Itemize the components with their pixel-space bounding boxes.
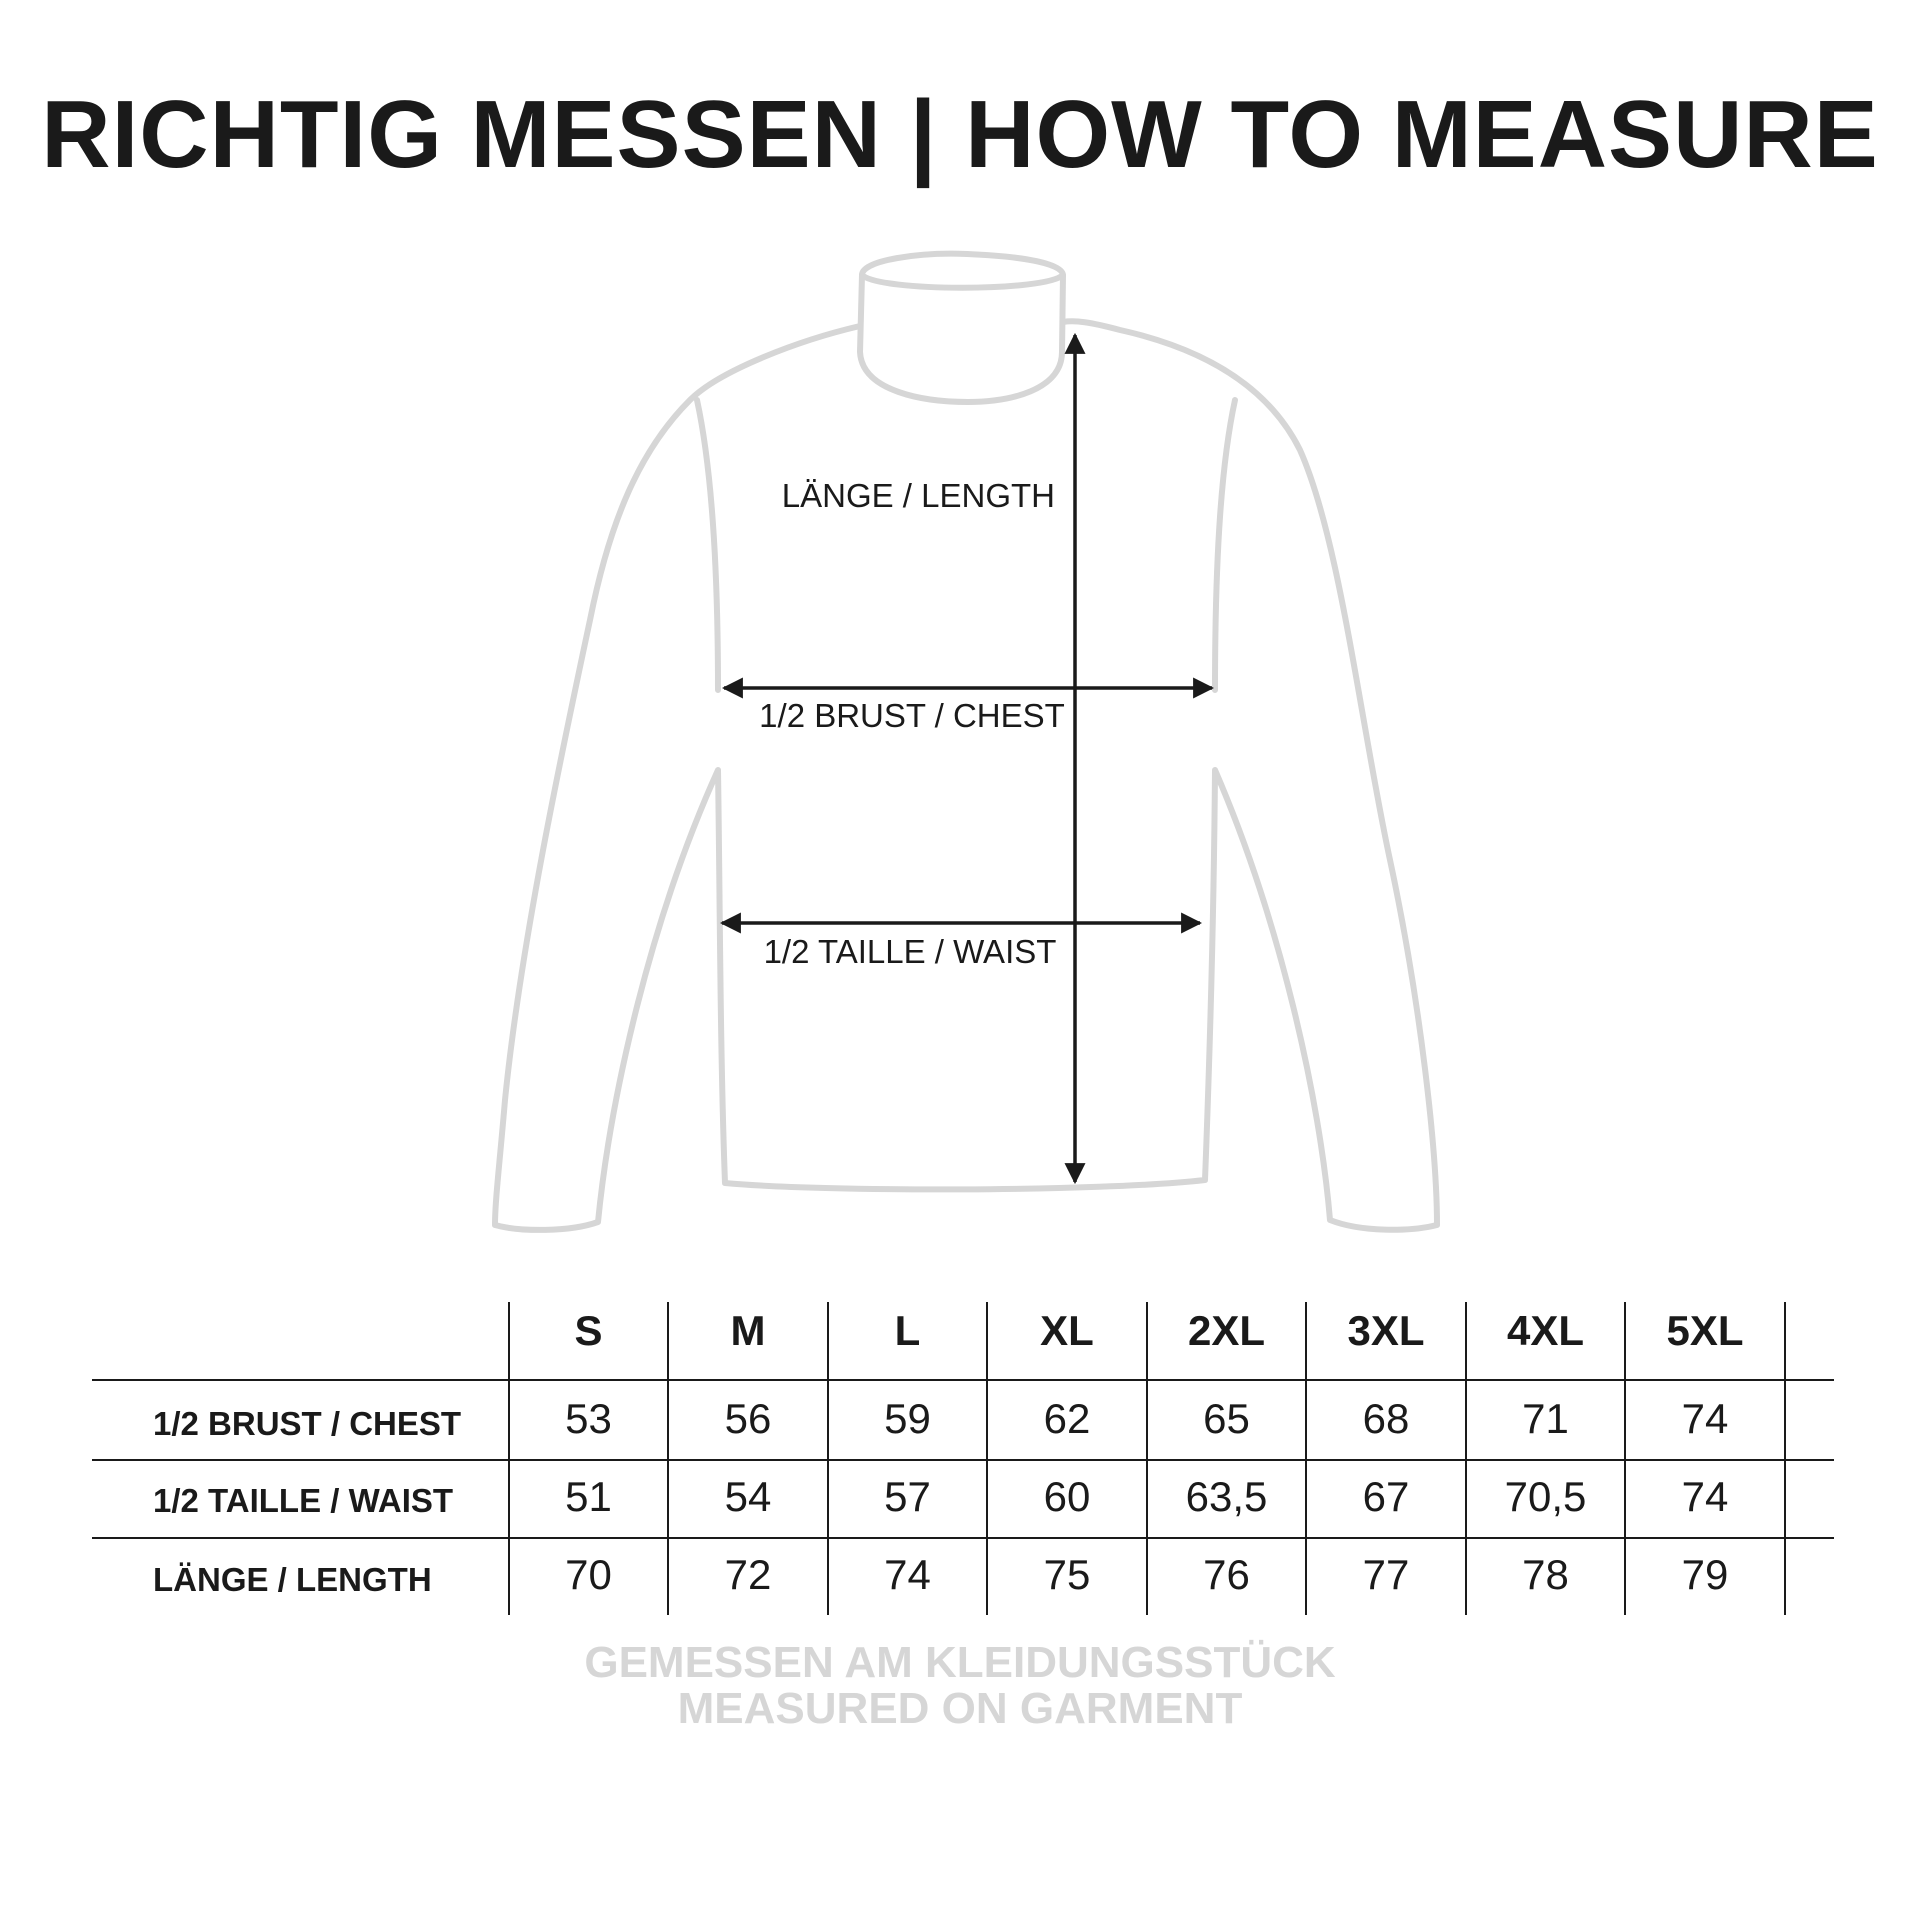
table-col-divider [1146, 1302, 1148, 1615]
table-cell: 77 [1362, 1551, 1410, 1598]
table-cell: 51 [565, 1473, 612, 1520]
row-label-length: LÄNGE / LENGTH [153, 1561, 432, 1598]
table-col-divider [1784, 1302, 1786, 1615]
table-col-divider [986, 1302, 988, 1615]
collar-outline [860, 254, 1063, 402]
table-cell: 62 [1043, 1395, 1091, 1442]
table-cell: 74 [1681, 1473, 1729, 1520]
table-cell: 70 [565, 1551, 612, 1598]
table-cell: 74 [884, 1551, 931, 1598]
page-title: RICHTIG MESSEN | HOW TO MEASURE [41, 81, 1879, 188]
footnote-line-en: MEASURED ON GARMENT [677, 1684, 1243, 1733]
table-col-divider [1624, 1302, 1626, 1615]
table-cell: 53 [565, 1395, 612, 1442]
table-cell: 59 [884, 1395, 931, 1442]
table-col-divider [1465, 1302, 1467, 1615]
table-cell: 57 [884, 1473, 931, 1520]
size-header-3xl: 3XL [1347, 1307, 1425, 1354]
size-header-l: L [894, 1307, 921, 1354]
sweater-outline [495, 254, 1437, 1230]
row-label-waist: 1/2 TAILLE / WAIST [153, 1482, 454, 1519]
table-cell: 68 [1362, 1395, 1410, 1442]
right-armhole-seam [1215, 400, 1235, 690]
table-cell: 74 [1681, 1395, 1729, 1442]
table-cell: 75 [1043, 1551, 1091, 1598]
table-cell: 71 [1522, 1395, 1569, 1442]
table-cell: 78 [1522, 1551, 1569, 1598]
table-cell: 79 [1681, 1551, 1729, 1598]
waist-label: 1/2 TAILLE / WAIST [763, 933, 1057, 970]
size-header-m: M [730, 1307, 766, 1354]
footnote-line-de: GEMESSEN AM KLEIDUNGSSTÜCK [584, 1638, 1336, 1687]
table-cell: 72 [724, 1551, 772, 1598]
measurement-footnote [0, 1640, 1920, 1732]
table-cell: 67 [1362, 1473, 1410, 1520]
table-cell: 65 [1203, 1395, 1250, 1442]
table-col-divider [827, 1302, 829, 1615]
table-cell: 54 [724, 1473, 772, 1520]
body-outline [495, 321, 1437, 1230]
table-cell: 63,5 [1185, 1473, 1268, 1520]
size-header-2xl: 2XL [1187, 1307, 1266, 1354]
left-armhole-seam [697, 400, 718, 690]
length-label: LÄNGE / LENGTH [781, 477, 1055, 514]
size-header-s: S [574, 1307, 603, 1354]
table-cell: 76 [1203, 1551, 1250, 1598]
collar-top [862, 275, 1063, 288]
size-header-xl: XL [1040, 1307, 1094, 1354]
size-header-4xl: 4XL [1506, 1307, 1585, 1354]
table-cell: 70,5 [1504, 1473, 1587, 1520]
table-cell: 60 [1043, 1473, 1091, 1520]
chest-label: 1/2 BRUST / CHEST [759, 697, 1065, 734]
table-col-divider [508, 1302, 510, 1615]
size-header-5xl: 5XL [1666, 1307, 1744, 1354]
table-rule-row2 [92, 1537, 1834, 1539]
table-col-divider [1305, 1302, 1307, 1615]
table-rule-header [92, 1379, 1834, 1381]
table-col-divider [667, 1302, 669, 1615]
table-cell: 56 [724, 1395, 772, 1442]
table-rule-row1 [92, 1459, 1834, 1461]
row-label-chest: 1/2 BRUST / CHEST [153, 1405, 462, 1442]
